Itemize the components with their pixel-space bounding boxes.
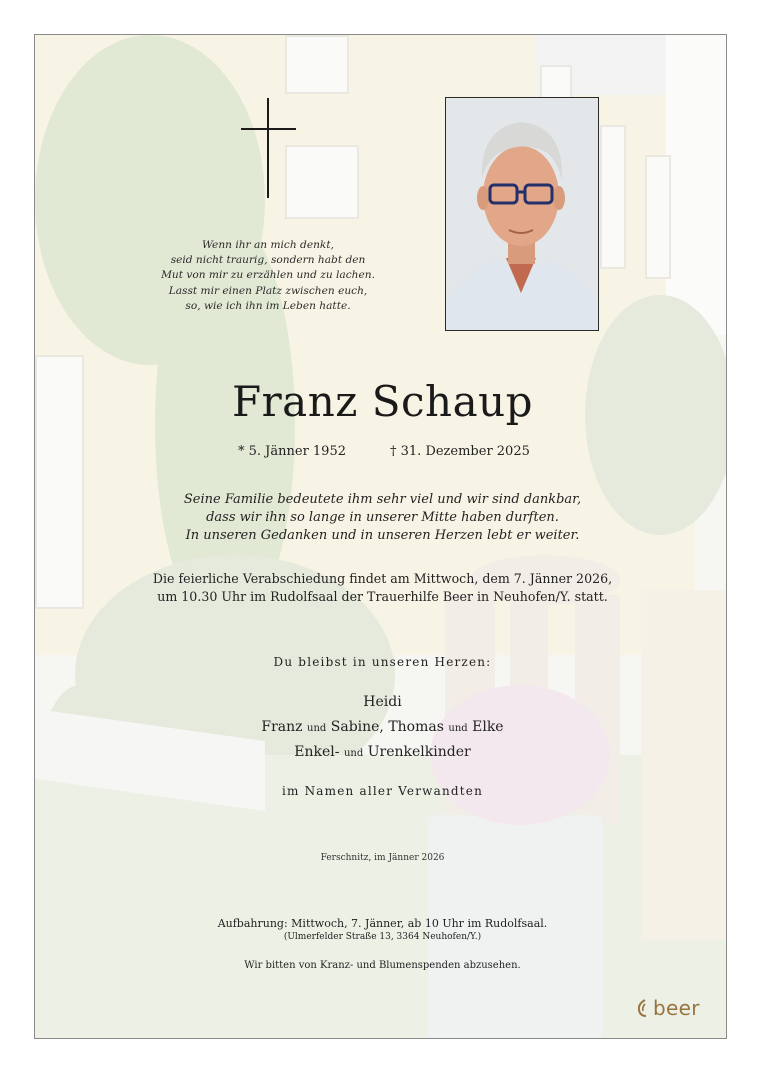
portrait-photo	[445, 97, 599, 331]
farewell-line: Die feierliche Verabschiedung findet am Mittwoch, dem 7. Jänner 2026,	[152, 571, 613, 586]
beer-logo	[636, 996, 700, 1020]
family-tribute	[0, 491, 765, 545]
conjunction: und	[307, 723, 327, 734]
verse-line: Lasst mir einen Platz zwischen euch,	[168, 284, 368, 297]
mourner-name: Enkel-	[294, 744, 340, 760]
verse-line: Wenn ihr an mich denkt,	[202, 239, 334, 251]
mourner-line-3	[0, 744, 765, 760]
tribute-line: In unseren Gedanken und in unseren Herzen lebt er weiter.	[185, 528, 580, 543]
farewell-announcement	[0, 570, 765, 606]
mourner-name: Elke	[472, 719, 504, 735]
mourner-line-2	[0, 719, 765, 735]
mourner-line-1	[0, 694, 765, 710]
mourner-name: Sabine, Thomas	[330, 719, 444, 735]
birth-date: * 5. Jänner 1952	[238, 444, 346, 459]
deceased-name: Franz Schaup	[231, 377, 534, 426]
farewell-line: um 10.30 Uhr im Rudolfsaal der Trauerhilfe Beer in Neuhofen/Y. statt.	[157, 589, 608, 604]
beer-logo-mark-icon	[636, 998, 650, 1018]
place-date: Ferschnitz, im Jänner 2026	[320, 853, 445, 863]
verse-line: so, wie ich ihn im Leben hatte.	[185, 299, 351, 312]
mourner-name: Heidi	[363, 694, 402, 710]
remain-heading: Du bleibst in unseren Herzen:	[273, 655, 492, 669]
tribute-line: dass wir ihn so lange in unserer Mitte haben durften.	[206, 510, 559, 525]
verse-line: Mut von mir zu erzählen und zu lachen.	[161, 269, 375, 282]
conjunction: und	[343, 748, 364, 759]
viewing-info: Aufbahrung: Mittwoch, 7. Jänner, ab 10 Uhr im Rudolfsaal.	[217, 917, 548, 930]
cross-icon-bar	[241, 128, 296, 130]
logo-text: beer	[653, 996, 700, 1020]
verse-line: seid nicht traurig, sondern habt den	[170, 254, 366, 267]
mourner-name: Franz	[261, 719, 303, 735]
conjunction: und	[448, 723, 468, 734]
death-date: † 31. Dezember 2025	[390, 444, 530, 459]
memorial-verse	[140, 238, 396, 314]
mourner-name: Urenkelkinder	[367, 744, 471, 760]
flower-request: Wir bitten von Kranz- und Blumenspenden abzusehen.	[244, 960, 521, 971]
relatives-line: im Namen aller Verwandten	[281, 784, 484, 798]
tribute-line: Seine Familie bedeutete ihm sehr viel und wir sind dankbar,	[183, 492, 582, 507]
viewing-address: (Ulmerfelder Straße 13, 3364 Neuhofen/Y.)	[283, 932, 482, 942]
cross-icon	[267, 98, 269, 198]
